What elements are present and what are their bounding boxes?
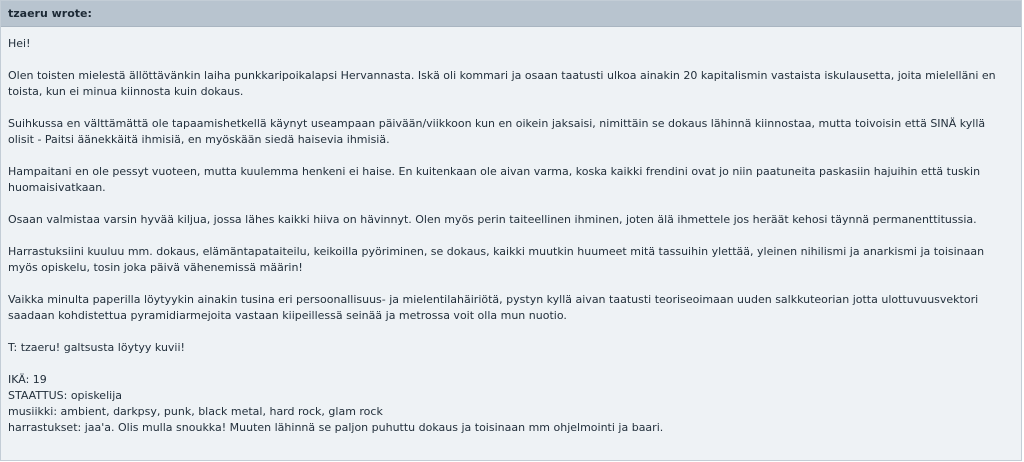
quote-paragraph-disorders: Vaikka minulta paperilla löytyykin ainakin tusina eri persoonallisuus- ja mielentilahäiriötä, pystyn kyllä aivan taatusti teoriseoimaan uuden salkkuteorian jotta ulottuvuusvektori saadaan kohdistettua pyramidiarmejoita vastaan kiipeillessä seinää ja metrossa voit olla mun nuotio. — [8, 293, 982, 322]
profile-age: IKÄ: 19 — [8, 373, 47, 386]
quote-paragraph-kilju: Osaan valmistaa varsin hyvää kiljua, jossa lähes kaikki hiiva on hävinnyt. Olen myös perin taiteellinen ihminen, joten älä ihmettele jos heräät kehosi täynnä permanenttitussia. — [8, 213, 977, 226]
quote-paragraph-shower: Suihkussa en välttämättä ole tapaamishetkellä käynyt useampaan päivään/viikkoon kun en oikein jaksaisi, nimittäin se dokaus lähinnä kiinnostaa, mutta toivoisin että SINÄ kyllä olisit - Paitsi äänekkäitä ihmisiä, en myöskään siedä haisevia ihmisiä. — [8, 117, 989, 146]
quote-paragraph-teeth: Hampaitani en ole pessyt vuoteen, mutta kuulemma henkeni ei haise. En kuitenkaan ole aivan varma, koska kaikki frendini ovat jo niin paatuneita paskasiin hajuihin että tuskin huomaisivatkaan. — [8, 165, 984, 194]
quote-body — [1, 27, 1021, 436]
quote-paragraph-signature: T: tzaeru! galtsusta löytyy kuvii! — [8, 341, 185, 354]
quote-paragraph-hobbies: Harrastuksiini kuuluu mm. dokaus, elämäntapataiteilu, keikoilla pyöriminen, se dokaus, kaikki muutkin huumeet mitä tassuihin ylettää, yleinen nihilismi ja anarkismi ja toisinaan myös opiskelu, tosin joka päivä vähenemissä määrin! — [8, 245, 988, 274]
quote-paragraph-greeting: Hei! — [8, 37, 31, 50]
profile-status: STAATTUS: opiskelija — [8, 389, 122, 402]
quote-author-header: tzaeru wrote: — [1, 1, 1021, 27]
profile-hobbies: harrastukset: jaa'a. Olis mulla snoukka! Muuten lähinnä se paljon puhuttu dokaus ja toisinaan mm ohjelmointi ja baari. — [8, 421, 664, 434]
profile-music: musiikki: ambient, darkpsy, punk, black metal, hard rock, glam rock — [8, 405, 383, 418]
quote-paragraph-intro: Olen toisten mielestä ällöttävänkin laiha punkkaripoikalapsi Hervannasta. Iskä oli kommari ja osaan taatusti ulkoa ainakin 20 kapitalismin vastaista iskulausetta, joita mielelläni en toista, kun ei minua kiinnosta kuin dokaus. — [8, 69, 1000, 98]
